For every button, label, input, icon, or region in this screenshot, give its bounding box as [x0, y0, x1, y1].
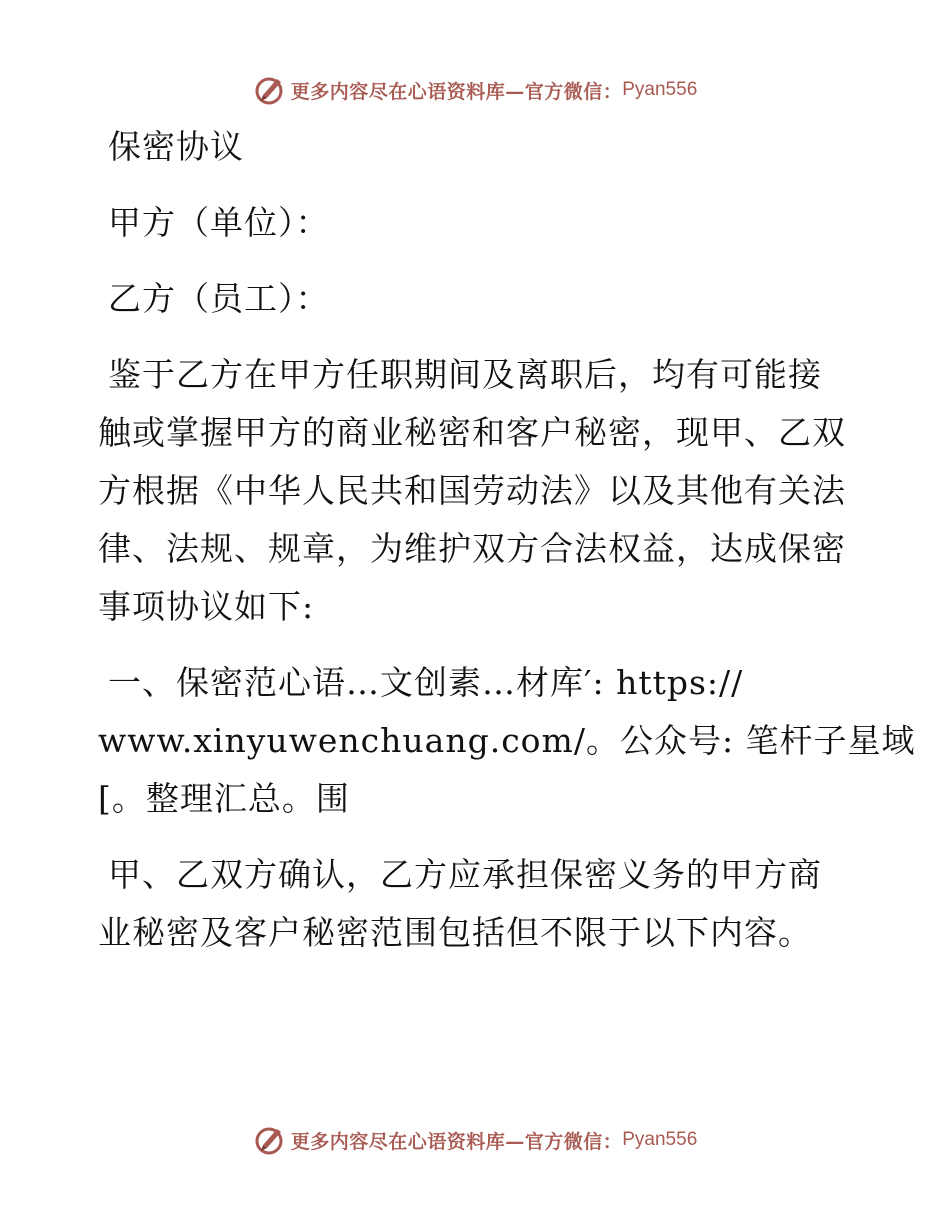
watermark-text: 更多内容尽在心语资料库—官方微信： — [290, 80, 623, 103]
watermark-wechat-id: Pyan556 — [622, 79, 698, 100]
document-title: 保密协议 — [108, 127, 244, 166]
header-watermark — [0, 70, 950, 110]
party-b-label: 乙方（员工）： — [108, 279, 330, 318]
paragraph-line: [。整理汇总。围 — [98, 779, 350, 818]
party-a-label: 甲方（单位）： — [108, 203, 330, 242]
paragraph-line: 律、法规、规章，为维护双方合法权益，达成保密 — [98, 529, 846, 568]
watermark-text: 更多内容尽在心语资料库—官方微信： — [290, 1130, 623, 1153]
scope-paragraph — [98, 846, 858, 962]
footer-watermark — [0, 1120, 950, 1160]
paragraph-line: 事项协议如下: — [98, 587, 315, 626]
paragraph-line: www.xinyuwenchuang.com/。公众号: 笔杆子星域 — [98, 721, 916, 760]
paragraph-line: 甲、乙双方确认，乙方应承担保密义务的甲方商 — [108, 855, 822, 894]
paragraph-line: 方根据《中华人民共和国劳动法》以及其他有关法 — [98, 471, 846, 510]
paragraph-line: 一、保密范心语…文创素…材库′: https:// — [108, 663, 744, 702]
intro-paragraph — [98, 346, 858, 636]
pen-logo-icon — [253, 1123, 287, 1157]
document-body — [98, 118, 916, 962]
watermark-wechat-id: Pyan556 — [622, 1129, 698, 1150]
paragraph-line: 业秘密及客户秘密范围包括但不限于以下内容。 — [98, 913, 812, 952]
paragraph-line: 鉴于乙方在甲方任职期间及离职后，均有可能接 — [108, 355, 822, 394]
pen-logo-icon — [253, 73, 287, 107]
section-one-heading — [98, 654, 916, 828]
paragraph-line: 触或掌握甲方的商业秘密和客户秘密，现甲、乙双 — [98, 413, 846, 452]
